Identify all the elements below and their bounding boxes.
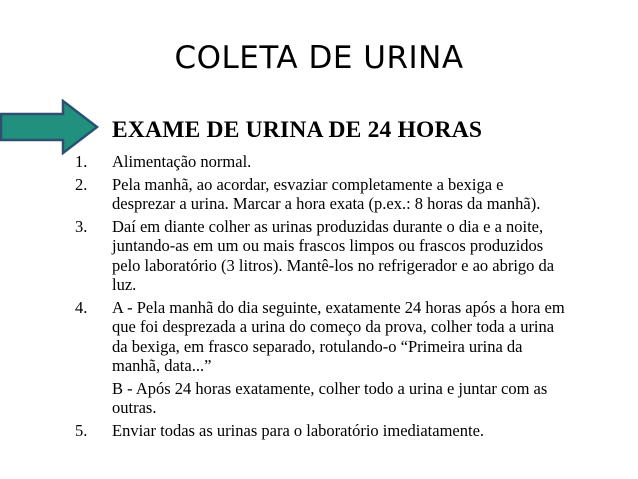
- item-number: 2.: [75, 174, 88, 194]
- slide-title: COLETA DE URINA: [174, 40, 464, 76]
- item-text: Alimentação normal.: [112, 152, 252, 171]
- list-item: [0, 298, 638, 376]
- item-number: 3.: [75, 216, 88, 236]
- instruction-list: [0, 152, 638, 440]
- item-text: Pela manhã, ao acordar, esvaziar completamente a bexiga e desprezar a urina. Marcar a hora exata (p.ex.: 8 horas da manhã).: [112, 174, 541, 213]
- item-text: A - Pela manhã do dia seguinte, exatamente 24 horas após a hora em que foi desprezada a urina do começo da prova, colher toda a urina da bexiga, em frasco separado, rotulando-o “Primeira urina da manhã, data...”: [112, 297, 565, 375]
- list-item: [0, 379, 638, 418]
- list-item: [0, 421, 638, 441]
- list-item: [0, 217, 638, 295]
- item-number: 5.: [75, 420, 88, 440]
- item-text: B - Após 24 horas exatamente, colher todo a urina e juntar com as outras.: [112, 378, 548, 417]
- list-item: [0, 175, 638, 214]
- item-text: Daí em diante colher as urinas produzidas durante o dia e a noite, juntando-as em um ou mais frascos limpos ou frascos produzidos pelo laboratório (3 litros). Mantê-los no refrigerador e ao abrigo da luz.: [112, 216, 555, 294]
- exam-heading: EXAME DE URINA DE 24 HORAS: [112, 117, 483, 143]
- item-number: 1.: [75, 152, 88, 171]
- item-number: 4.: [75, 297, 88, 317]
- item-text: Enviar todas as urinas para o laboratório imediatamente.: [112, 420, 485, 440]
- list-item: [0, 152, 638, 172]
- right-arrow-icon: [0, 99, 100, 155]
